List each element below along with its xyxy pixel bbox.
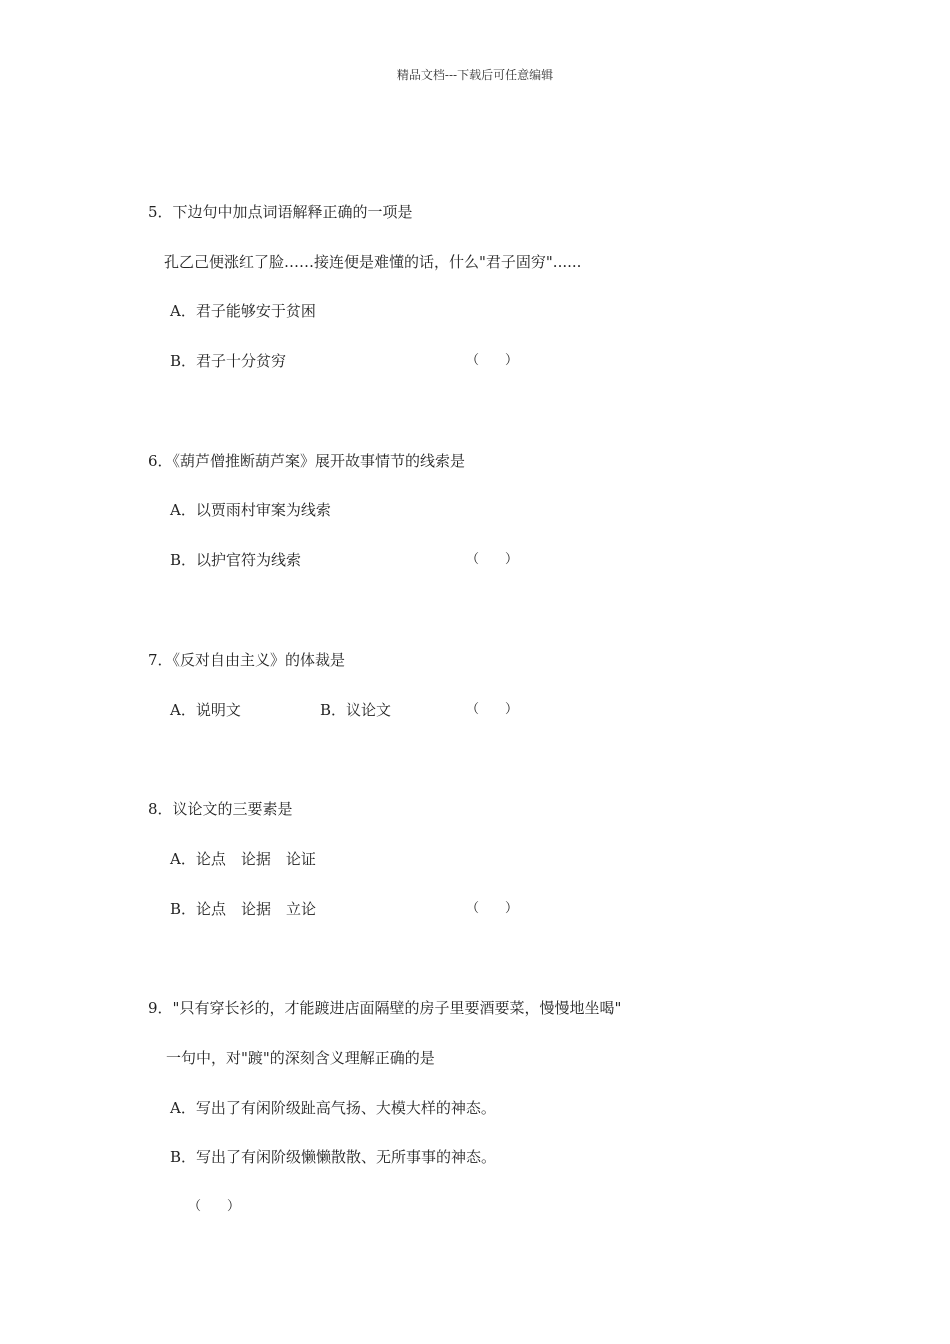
question-8-option-a: A．论点 论据 论证 [170, 850, 316, 868]
question-7-option-b: B．议论文 [320, 701, 392, 719]
question-5-option-b: B．君子十分贫穷 [170, 352, 287, 370]
question-5-quote: 孔乙己便涨红了脸……接连便是难懂的话，什么"君子固穷"...... [164, 253, 582, 271]
question-5-stem: 5．下边句中加点词语解释正确的一项是 [148, 203, 413, 221]
question-8-stem: 8．议论文的三要素是 [148, 800, 293, 818]
question-9-option-b: B．写出了有闲阶级懒懒散散、无所事事的神态。 [170, 1148, 497, 1166]
question-6-option-a: A．以贾雨村审案为线索 [170, 501, 331, 519]
question-9-stem: 9．"只有穿长衫的，才能踱进店面隔壁的房子里要酒要菜，慢慢地坐喝" [148, 999, 622, 1017]
question-5-answer-blank[interactable]: （ ） [466, 353, 519, 368]
question-9-stem-continued: 一句中，对"踱"的深刻含义理解正确的是 [166, 1049, 435, 1067]
question-7-stem: 7．《反对自由主义》的体裁是 [148, 651, 346, 669]
question-5-option-a: A．君子能够安于贫困 [170, 302, 316, 320]
question-7-answer-blank[interactable]: （ ） [466, 702, 519, 717]
question-9-option-a: A．写出了有闲阶级趾高气扬、大模大样的神态。 [170, 1099, 496, 1117]
question-6-stem: 6．《葫芦僧推断葫芦案》展开故事情节的线索是 [148, 452, 466, 470]
question-6-option-b: B．以护官符为线索 [170, 551, 302, 569]
question-7-option-a: A．说明文 [170, 701, 241, 719]
question-8-answer-blank[interactable]: （ ） [466, 901, 519, 916]
question-8-option-b: B．论点 论据 立论 [170, 900, 317, 918]
question-9-answer-blank[interactable]: （ ） [188, 1199, 241, 1214]
page-header: 精品文档---下载后可任意编辑 [396, 68, 554, 82]
question-6-answer-blank[interactable]: （ ） [466, 552, 519, 567]
